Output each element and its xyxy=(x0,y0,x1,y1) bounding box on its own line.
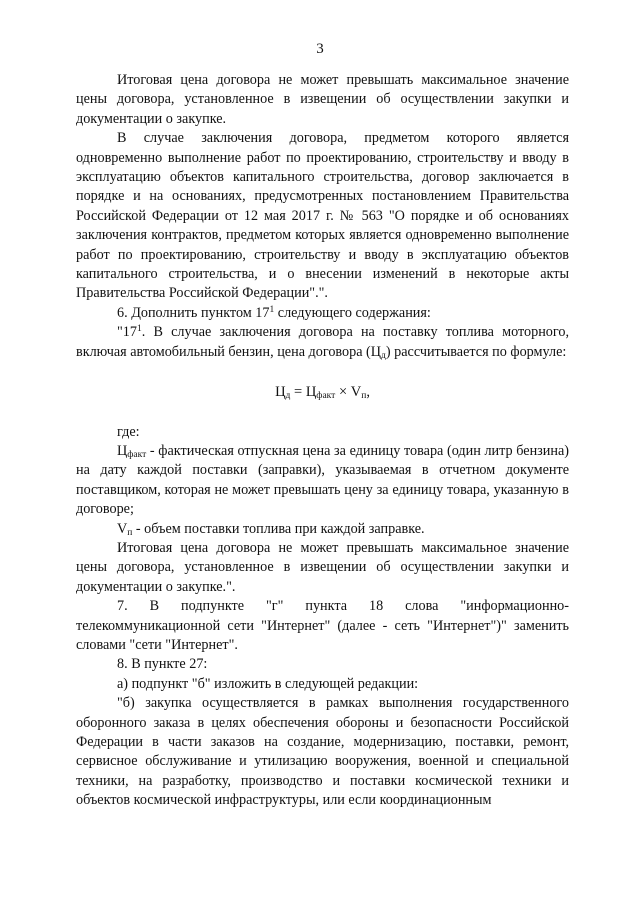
paragraph-subitem-b: "б) закупка осуществляется в рамках выполнения государственного оборонного заказа в целях обеспечения обороны и безопасности Российской Федерации в части заказов на создание, модернизацию, поставки, ремонт, сервисное обслуживание и утилизацию вооружения, военной и специальной техники, на разработку, производство и поставки космической техники и объектов космической инфраструктуры, или если координационным xyxy=(76,695,569,809)
formula-lhs: Ц xyxy=(275,384,286,401)
item6-sup: 1 xyxy=(269,304,275,315)
def-v-sub: п xyxy=(127,527,133,538)
document-body xyxy=(76,71,569,811)
paragraph-item-7: 7. В подпункте "г" пункта 18 слова "информационно-телекоммуникационной сети "Интернет" (далее - сеть "Интернет")" заменить словами "сети "Интернет". xyxy=(76,598,569,653)
paragraph-subitem-a: а) подпункт "б" изложить в следующей редакции: xyxy=(117,675,419,692)
formula-end: , xyxy=(366,384,370,401)
definition-fact-price xyxy=(76,442,569,520)
paragraph-item-6 xyxy=(76,304,569,323)
def-v-symbol: V xyxy=(117,520,128,537)
paragraph-item-8: 8. В пункте 27: xyxy=(117,656,208,673)
item6-text-end: следующего содержания: xyxy=(274,304,431,321)
def-fact-sub: факт xyxy=(127,449,147,460)
paragraph-final-price: Итоговая цена договора не может превышать максимальное значение цены договора, установленное в извещении об осуществлении закупки и документации о закупке. xyxy=(76,72,569,127)
formula-v-sub: п xyxy=(361,391,367,402)
def-v-text: - объем поставки топлива при каждой заправке. xyxy=(132,520,425,537)
formula-eq: = Ц xyxy=(290,384,317,401)
paragraph-item-17-1 xyxy=(76,323,569,362)
item17-1-body: . В случае заключения договора на поставку топлива моторного, включая автомобильный бензин, цена договора (Ц xyxy=(76,324,569,360)
def-fact-symbol: Ц xyxy=(117,442,128,459)
item17-1-sup: 1 xyxy=(136,324,142,335)
paragraph-where: где: xyxy=(117,423,140,440)
paragraph-design-construction: В случае заключения договора, предметом которого является одновременно выполнение работ по проектированию, строительству и вводу в эксплуатацию объектов капитального строительства, договор заключается в порядке и на основаниях, предусмотренных постановлением Правительства Российской Федерации от 12 мая 2017 г. № 563 "О порядке и об основаниях заключения контрактов, предметом которых является одновременно выполнение работ по проектированию, строительству и вводу в эксплуатацию объектов капитального строительства, и о внесении изменений в некоторые акты Правительства Российской Федерации".". xyxy=(76,130,569,302)
formula-fact-sub: факт xyxy=(316,391,336,402)
page-number: 3 xyxy=(316,41,324,57)
item17-1-end: ) рассчитывается по формуле: xyxy=(385,343,567,360)
item17-1-sub: д xyxy=(381,350,386,361)
formula-lhs-sub: д xyxy=(285,391,291,402)
paragraph-final-price-2: Итоговая цена договора не может превышать максимальное значение цены договора, установленное в извещении об осуществлении закупки и документации о закупке.". xyxy=(76,539,569,595)
item6-text: 6. Дополнить пунктом 17 xyxy=(117,304,270,321)
def-fact-text: - фактическая отпускная цена за единицу товара (один литр бензина) на дату каждой поставки (заправки), указываемая в отчетном документе поставщиком, которая не может превышать цену за единицу товара, указанную в договоре; xyxy=(76,442,569,518)
definition-volume xyxy=(76,520,569,539)
item17-1-text: "17 xyxy=(117,324,137,341)
formula-times: × V xyxy=(335,384,362,401)
price-formula xyxy=(76,383,569,402)
